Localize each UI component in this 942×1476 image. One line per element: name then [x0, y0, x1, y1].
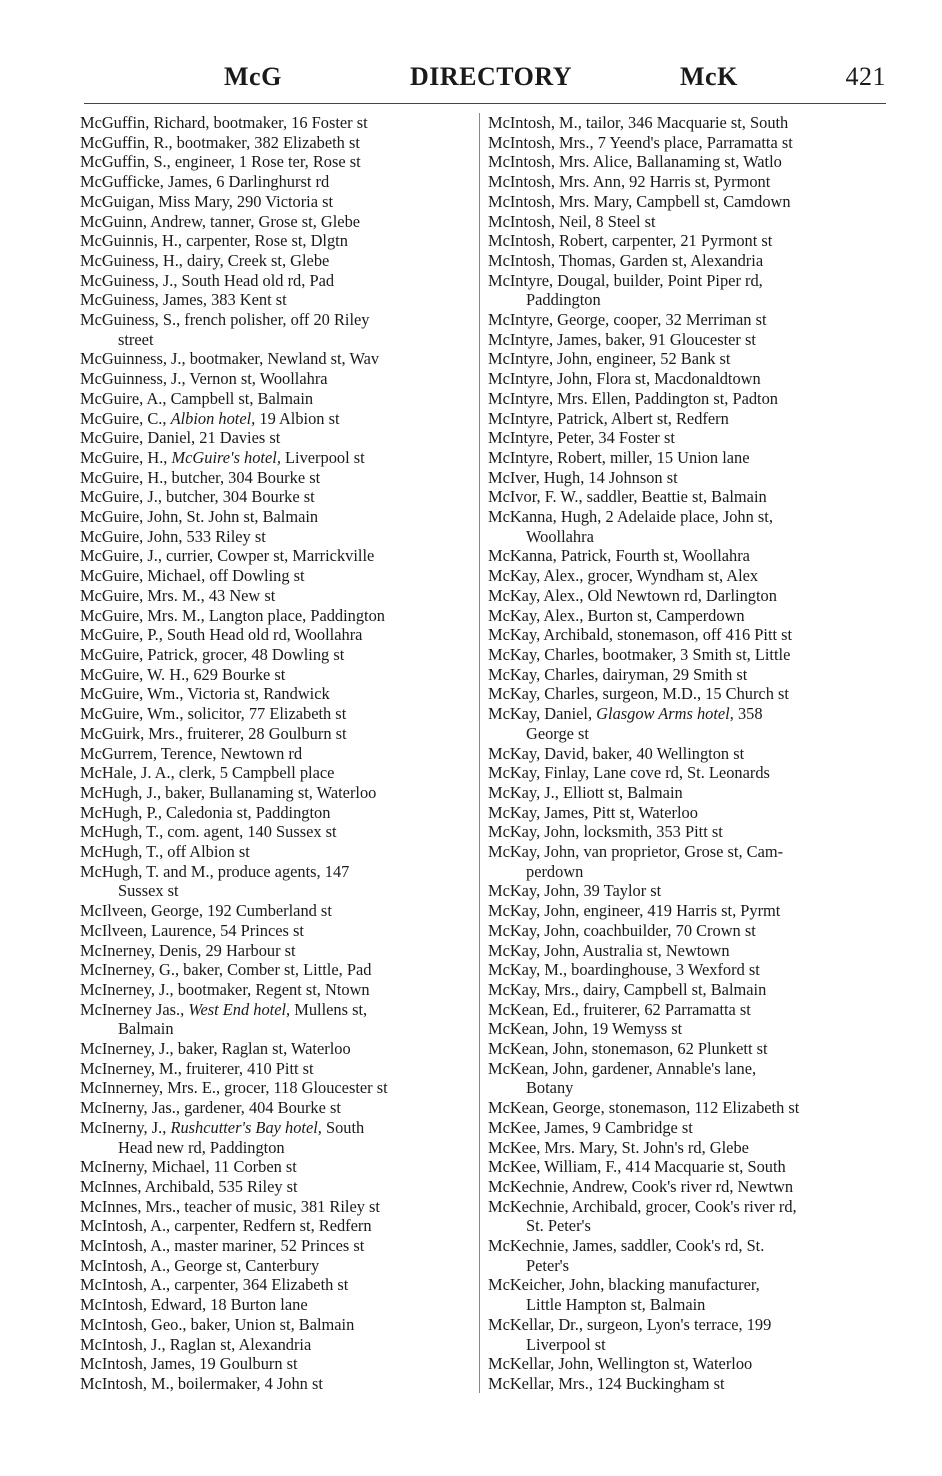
entry-text: McIntosh, Thomas, Garden st, Alexandria — [488, 250, 764, 270]
entry-text: McIntosh, A., George st, Canterbury — [80, 1255, 320, 1275]
directory-entry — [488, 192, 888, 212]
entry-text-rest: South — [321, 1117, 365, 1137]
entry-text: McIntosh, Mrs., 7 Yeend's place, Parramatta st — [488, 132, 793, 152]
header-rule — [84, 103, 886, 104]
directory-entry — [80, 744, 473, 764]
entry-text: McKean, John, 19 Wemyss st — [488, 1019, 683, 1039]
entry-text-rest: Liverpool st — [280, 447, 365, 467]
directory-entry — [488, 546, 888, 566]
entry-continuation: Liverpool st — [526, 1334, 606, 1354]
entry-text: McKay, Alex., Old Newtown rd, Darlington — [488, 585, 777, 605]
directory-entry — [488, 212, 888, 232]
entry-text-rest: 358 — [733, 704, 763, 724]
entry-hotel-name: Glasgow Arms hotel, — [596, 704, 734, 724]
entry-text: McKay, John, Australia st, Newtown — [488, 940, 730, 960]
directory-entry — [488, 310, 888, 330]
entry-text: McKanna, Hugh, 2 Adelaide place, John st, — [488, 507, 773, 527]
directory-entry — [80, 527, 473, 547]
directory-entry — [80, 1354, 473, 1374]
entry-text: McIntosh, Geo., baker, Union st, Balmain — [80, 1314, 355, 1334]
left-column — [80, 113, 473, 1394]
entry-text: McIntyre, James, baker, 91 Gloucester st — [488, 329, 756, 349]
entry-text: McGuire, Wm., solicitor, 77 Elizabeth st — [80, 704, 347, 724]
entry-text: McIlveen, Laurence, 54 Princes st — [80, 920, 304, 940]
directory-entry — [488, 625, 888, 645]
directory-entry — [488, 1138, 888, 1158]
entry-text: McKee, James, 9 Cambridge st — [488, 1117, 693, 1137]
directory-entry — [488, 842, 888, 881]
entry-text: McKay, Alex., Burton st, Camperdown — [488, 605, 745, 625]
entry-text: McIver, Hugh, 14 Johnson st — [488, 467, 678, 487]
directory-entry — [80, 133, 473, 153]
entry-text: McIntyre, Dougal, builder, Point Piper rd, — [488, 270, 763, 290]
directory-entry — [80, 448, 473, 468]
directory-entry — [80, 862, 473, 901]
entry-text: McGurrem, Terence, Newtown rd — [80, 743, 303, 763]
directory-entry — [80, 842, 473, 862]
directory-entry — [80, 1256, 473, 1276]
entry-text: McGuire, H., butcher, 304 Bourke st — [80, 467, 321, 487]
entry-text: McKay, James, Pitt st, Waterloo — [488, 802, 698, 822]
entry-text: McKean, Ed., fruiterer, 62 Parramatta st — [488, 999, 751, 1019]
entry-text: McKay, Charles, surgeon, M.D., 15 Church st — [488, 684, 789, 704]
directory-entry — [80, 625, 473, 645]
directory-entry — [80, 212, 473, 232]
directory-entry — [488, 822, 888, 842]
entry-text: McGuire, Wm., Victoria st, Randwick — [80, 684, 330, 704]
directory-entry — [488, 428, 888, 448]
directory-entry — [488, 468, 888, 488]
directory-entry — [80, 251, 473, 271]
directory-entry — [488, 1236, 888, 1275]
directory-entry — [80, 1216, 473, 1236]
entry-text: McKay, Alex., grocer, Wyndham st, Alex — [488, 566, 759, 586]
directory-entry — [488, 448, 888, 468]
entry-text: McIntosh, Neil, 8 Steel st — [488, 211, 656, 231]
directory-entry — [80, 1295, 473, 1315]
directory-entry — [80, 1177, 473, 1197]
entry-text: McIntosh, A., carpenter, Redfern st, Redfern — [80, 1216, 372, 1236]
entry-text: McHugh, T., off Albion st — [80, 842, 250, 862]
entry-text: McGuire, J., butcher, 304 Bourke st — [80, 487, 315, 507]
entry-text: McGuire, H., — [80, 447, 172, 467]
entry-continuation: George st — [526, 723, 589, 743]
directory-entry — [488, 665, 888, 685]
entry-text: McIntosh, A., master mariner, 52 Princes st — [80, 1236, 365, 1256]
directory-entry — [488, 1019, 888, 1039]
entry-text: McGuiness, H., dairy, Creek st, Glebe — [80, 250, 330, 270]
entry-text: McKay, Charles, bootmaker, 3 Smith st, Little — [488, 644, 791, 664]
directory-entry — [488, 763, 888, 783]
directory-entry — [488, 1000, 888, 1020]
directory-entry — [488, 1118, 888, 1138]
directory-entry — [488, 251, 888, 271]
entry-text: McIntosh, J., Raglan st, Alexandria — [80, 1334, 312, 1354]
entry-text: McGuire, Daniel, 21 Davies st — [80, 428, 281, 448]
entry-text: McGuire, Mrs. M., 43 New st — [80, 585, 276, 605]
entry-hotel-name: McGuire's hotel, — [171, 447, 281, 467]
directory-entry — [80, 546, 473, 566]
directory-entry — [80, 507, 473, 527]
directory-entry — [488, 1157, 888, 1177]
directory-entry — [80, 1098, 473, 1118]
entry-text: McKay, John, coachbuilder, 70 Crown st — [488, 920, 756, 940]
page-number: 421 — [845, 62, 886, 91]
entry-text: McInerney, M., fruiterer, 410 Pitt st — [80, 1058, 314, 1078]
directory-entry — [488, 172, 888, 192]
entry-hotel-name: Albion hotel, — [170, 408, 256, 428]
entry-text: McIntosh, M., boilermaker, 4 John st — [80, 1374, 323, 1393]
directory-entry — [488, 152, 888, 172]
directory-entry — [80, 152, 473, 172]
entry-text: McKellar, John, Wellington st, Waterloo — [488, 1354, 753, 1374]
directory-entry — [488, 566, 888, 586]
entry-continuation: perdown — [526, 861, 584, 881]
entry-text: McInerney, G., baker, Comber st, Little, Pad — [80, 960, 372, 980]
directory-entry — [488, 1177, 888, 1197]
entry-text: McInerney Jas., — [80, 999, 189, 1019]
directory-entry — [488, 1275, 888, 1314]
entry-text: McInnes, Mrs., teacher of music, 381 Riley st — [80, 1196, 380, 1216]
directory-entry — [80, 1236, 473, 1256]
entry-text: McInerny, J., — [80, 1117, 171, 1137]
entry-text: McGuire, C., — [80, 408, 171, 428]
directory-entry — [80, 1078, 473, 1098]
entry-text: McKean, John, stonemason, 62 Plunkett st — [488, 1039, 768, 1059]
directory-entry — [488, 684, 888, 704]
entry-text: McGuiness, S., french polisher, off 20 Riley — [80, 310, 370, 330]
entry-text: McKay, M., boardinghouse, 3 Wexford st — [488, 960, 760, 980]
entry-text: McGuire, Mrs. M., Langton place, Paddington — [80, 605, 385, 625]
entry-text: McGuffin, S., engineer, 1 Rose ter, Rose st — [80, 152, 361, 172]
directory-entry — [488, 330, 888, 350]
entry-hotel-name: Rushcutter's Bay hotel, — [170, 1117, 322, 1137]
entry-text: McGuire, John, 533 Riley st — [80, 526, 266, 546]
entry-text: McIntyre, John, engineer, 52 Bank st — [488, 349, 731, 369]
entry-continuation: Balmain — [118, 1019, 174, 1039]
entry-text: McGuire, Michael, off Dowling st — [80, 566, 305, 586]
directory-entry — [80, 1118, 473, 1157]
entry-text: McGufficke, James, 6 Darlinghurst rd — [80, 172, 330, 192]
entry-text: McIlveen, George, 192 Cumberland st — [80, 901, 332, 921]
directory-entry — [488, 586, 888, 606]
directory-entry — [488, 921, 888, 941]
entry-text: McKean, George, stonemason, 112 Elizabeth st — [488, 1098, 800, 1118]
directory-entry — [80, 113, 473, 133]
entry-text: McKay, John, 39 Taylor st — [488, 881, 662, 901]
directory-entry — [488, 1059, 888, 1098]
directory-entry — [80, 1039, 473, 1059]
directory-entry — [80, 271, 473, 291]
entry-text: McInerney, J., baker, Raglan st, Waterloo — [80, 1039, 351, 1059]
entry-text: McGuirk, Mrs., fruiterer, 28 Goulburn st — [80, 723, 347, 743]
entry-text-rest: Mullens st, — [290, 999, 368, 1019]
directory-entry — [80, 921, 473, 941]
entry-text: McInerny, Jas., gardener, 404 Bourke st — [80, 1098, 341, 1118]
entry-text: McInnes, Archibald, 535 Riley st — [80, 1176, 298, 1196]
directory-entry — [80, 783, 473, 803]
column-divider — [479, 113, 480, 1393]
directory-entry — [80, 428, 473, 448]
entry-continuation: Little Hampton st, Balmain — [526, 1295, 706, 1315]
directory-entry — [80, 1374, 473, 1394]
directory-entry — [488, 980, 888, 1000]
directory-entry — [488, 901, 888, 921]
entry-text: McGuiness, James, 383 Kent st — [80, 290, 287, 310]
directory-entry — [80, 290, 473, 310]
directory-entry — [488, 487, 888, 507]
entry-text: McIntyre, George, cooper, 32 Merriman st — [488, 310, 767, 330]
directory-entry — [80, 468, 473, 488]
entry-text: McHugh, T. and M., produce agents, 147 — [80, 861, 350, 881]
directory-entry — [488, 231, 888, 251]
directory-entry — [80, 941, 473, 961]
entry-text: McGuire, A., Campbell st, Balmain — [80, 388, 314, 408]
entry-continuation: St. Peter's — [526, 1216, 591, 1236]
entry-text: McIntyre, Mrs. Ellen, Paddington st, Padton — [488, 388, 778, 408]
entry-text: McIntyre, Patrick, Albert st, Redfern — [488, 408, 729, 428]
directory-entry — [488, 1039, 888, 1059]
directory-entry — [80, 724, 473, 744]
directory-entry — [80, 822, 473, 842]
directory-entry — [80, 763, 473, 783]
directory-entry — [80, 960, 473, 980]
directory-entry — [488, 389, 888, 409]
entry-text: McKechnie, Archibald, grocer, Cook's river rd, — [488, 1196, 797, 1216]
entry-text: McHugh, T., com. agent, 140 Sussex st — [80, 822, 337, 842]
directory-entry — [488, 507, 888, 546]
directory-entry — [488, 1354, 888, 1374]
entry-text: McKee, William, F., 414 Macquarie st, South — [488, 1157, 786, 1177]
entry-text: McKay, Charles, dairyman, 29 Smith st — [488, 664, 748, 684]
directory-entry — [488, 744, 888, 764]
directory-entry — [488, 133, 888, 153]
directory-entry — [488, 960, 888, 980]
entry-text: McHale, J. A., clerk, 5 Campbell place — [80, 763, 335, 783]
entry-text: McGuinn, Andrew, tanner, Grose st, Glebe — [80, 211, 361, 231]
entry-text: McInerney, J., bootmaker, Regent st, Ntown — [80, 979, 370, 999]
entry-text: McGuire, John, St. John st, Balmain — [80, 507, 319, 527]
entry-text: McGuffin, R., bootmaker, 382 Elizabeth st — [80, 132, 360, 152]
directory-entry — [80, 1157, 473, 1177]
entry-continuation: Head new rd, Paddington — [118, 1137, 285, 1157]
entry-text: McKellar, Mrs., 124 Buckingham st — [488, 1374, 725, 1393]
directory-entry — [80, 684, 473, 704]
directory-entry — [488, 645, 888, 665]
directory-entry — [80, 980, 473, 1000]
entry-text: McKanna, Patrick, Fourth st, Woollahra — [488, 546, 750, 566]
entry-text: McGuffin, Richard, bootmaker, 16 Foster st — [80, 113, 368, 132]
entry-text: McIntosh, M., tailor, 346 Macquarie st, South — [488, 113, 789, 132]
entry-text: McIntyre, Robert, miller, 15 Union lane — [488, 447, 750, 467]
entry-text: McKean, John, gardener, Annable's lane, — [488, 1058, 757, 1078]
directory-entry — [80, 409, 473, 429]
entry-text: McKay, Daniel, — [488, 704, 597, 724]
entry-text: McKay, David, baker, 40 Wellington st — [488, 743, 745, 763]
entry-text: McIntosh, A., carpenter, 364 Elizabeth st — [80, 1275, 349, 1295]
entry-text: McGuire, P., South Head old rd, Woollahra — [80, 625, 363, 645]
entry-text: McGuire, J., currier, Cowper st, Marrickville — [80, 546, 375, 566]
directory-entry — [488, 881, 888, 901]
directory-entry — [488, 349, 888, 369]
directory-entry — [80, 369, 473, 389]
directory-entry — [80, 231, 473, 251]
entry-text: McInnerney, Mrs. E., grocer, 118 Gloucester st — [80, 1078, 388, 1098]
entry-continuation: Paddington — [526, 290, 601, 310]
directory-entry — [488, 369, 888, 389]
entry-text: McHugh, J., baker, Bullanaming st, Waterloo — [80, 782, 377, 802]
directory-entry — [80, 349, 473, 369]
directory-entry — [488, 1374, 888, 1394]
directory-entry — [80, 901, 473, 921]
directory-entry — [488, 409, 888, 429]
entry-text: McGuigan, Miss Mary, 290 Victoria st — [80, 191, 334, 211]
directory-entry — [488, 704, 888, 743]
entry-continuation: Peter's — [526, 1255, 570, 1275]
directory-entry — [80, 1275, 473, 1295]
entry-text: McGuinness, J., bootmaker, Newland st, Wav — [80, 349, 380, 369]
entry-continuation: Botany — [526, 1078, 574, 1098]
header-left-guide: McG — [224, 62, 282, 91]
directory-entry — [80, 586, 473, 606]
entry-text: McInerney, Denis, 29 Harbour st — [80, 940, 296, 960]
right-column — [488, 113, 888, 1394]
entry-text: McIntosh, Mrs. Ann, 92 Harris st, Pyrmont — [488, 172, 771, 192]
entry-text: McGuinnis, H., carpenter, Rose st, Dlgtn — [80, 231, 348, 251]
directory-entry — [488, 1098, 888, 1118]
directory-entry — [488, 803, 888, 823]
entry-text: McIntyre, John, Flora st, Macdonaldtown — [488, 369, 761, 389]
directory-entry — [488, 271, 888, 310]
entry-continuation: Woollahra — [526, 526, 594, 546]
directory-entry — [80, 665, 473, 685]
entry-text: McGuire, W. H., 629 Bourke st — [80, 664, 286, 684]
header-title: DIRECTORY — [410, 62, 573, 91]
entry-text: McIntosh, Mrs. Alice, Ballanaming st, Watlo — [488, 152, 782, 172]
directory-entry — [488, 941, 888, 961]
directory-entry — [80, 704, 473, 724]
entry-text: McKay, John, van proprietor, Grose st, Cam- — [488, 842, 784, 862]
entry-text: McKay, Mrs., dairy, Campbell st, Balmain — [488, 979, 767, 999]
entry-text: McGuinness, J., Vernon st, Woollahra — [80, 369, 328, 389]
directory-entry — [80, 310, 473, 349]
directory-entry — [80, 645, 473, 665]
directory-entry — [488, 783, 888, 803]
entry-text: McKay, John, locksmith, 353 Pitt st — [488, 822, 723, 842]
entry-text: McIntyre, Peter, 34 Foster st — [488, 428, 675, 448]
entry-text-rest: 19 Albion st — [255, 408, 340, 428]
entry-text: McGuiness, J., South Head old rd, Pad — [80, 270, 335, 290]
entry-text: McInerny, Michael, 11 Corben st — [80, 1157, 297, 1177]
directory-entry — [80, 487, 473, 507]
page-header — [82, 62, 886, 96]
directory-entry — [80, 566, 473, 586]
entry-text: McKechnie, James, saddler, Cook's rd, St. — [488, 1236, 765, 1256]
entry-continuation: street — [118, 329, 154, 349]
entry-hotel-name: West End hotel, — [188, 999, 291, 1019]
directory-entry — [80, 1197, 473, 1217]
directory-entry — [80, 192, 473, 212]
directory-entry — [80, 606, 473, 626]
entry-continuation: Sussex st — [118, 881, 179, 901]
directory-entry — [488, 1197, 888, 1236]
directory-entry — [80, 1315, 473, 1335]
directory-entry — [80, 1059, 473, 1079]
directory-entry — [80, 389, 473, 409]
directory-entry — [488, 606, 888, 626]
entry-text: McKay, John, engineer, 419 Harris st, Pyrmt — [488, 901, 781, 921]
directory-entry — [80, 803, 473, 823]
directory-entry — [80, 1000, 473, 1039]
entry-text: McHugh, P., Caledonia st, Paddington — [80, 802, 331, 822]
entry-text: McKeicher, John, blacking manufacturer, — [488, 1275, 760, 1295]
entry-text: McIntosh, Edward, 18 Burton lane — [80, 1295, 308, 1315]
entry-text: McIntosh, Robert, carpenter, 21 Pyrmont st — [488, 231, 773, 251]
directory-entry — [80, 172, 473, 192]
entry-text: McKechnie, Andrew, Cook's river rd, Newtwn — [488, 1176, 794, 1196]
entry-text: McIntosh, James, 19 Goulburn st — [80, 1354, 298, 1374]
header-right-guide: McK — [680, 62, 738, 91]
directory-entry — [488, 113, 888, 133]
entry-text: McKay, Archibald, stonemason, off 416 Pitt st — [488, 625, 793, 645]
entry-text: McIntosh, Mrs. Mary, Campbell st, Camdown — [488, 191, 791, 211]
entry-text: McIvor, F. W., saddler, Beattie st, Balmain — [488, 487, 767, 507]
entry-text: McKay, J., Elliott st, Balmain — [488, 782, 683, 802]
directory-entry — [80, 1335, 473, 1355]
entry-text: McKee, Mrs. Mary, St. John's rd, Glebe — [488, 1137, 749, 1157]
entry-text: McGuire, Patrick, grocer, 48 Dowling st — [80, 644, 345, 664]
entry-text: McKellar, Dr., surgeon, Lyon's terrace, 199 — [488, 1314, 772, 1334]
directory-entry — [488, 1315, 888, 1354]
entry-text: McKay, Finlay, Lane cove rd, St. Leonards — [488, 763, 770, 783]
